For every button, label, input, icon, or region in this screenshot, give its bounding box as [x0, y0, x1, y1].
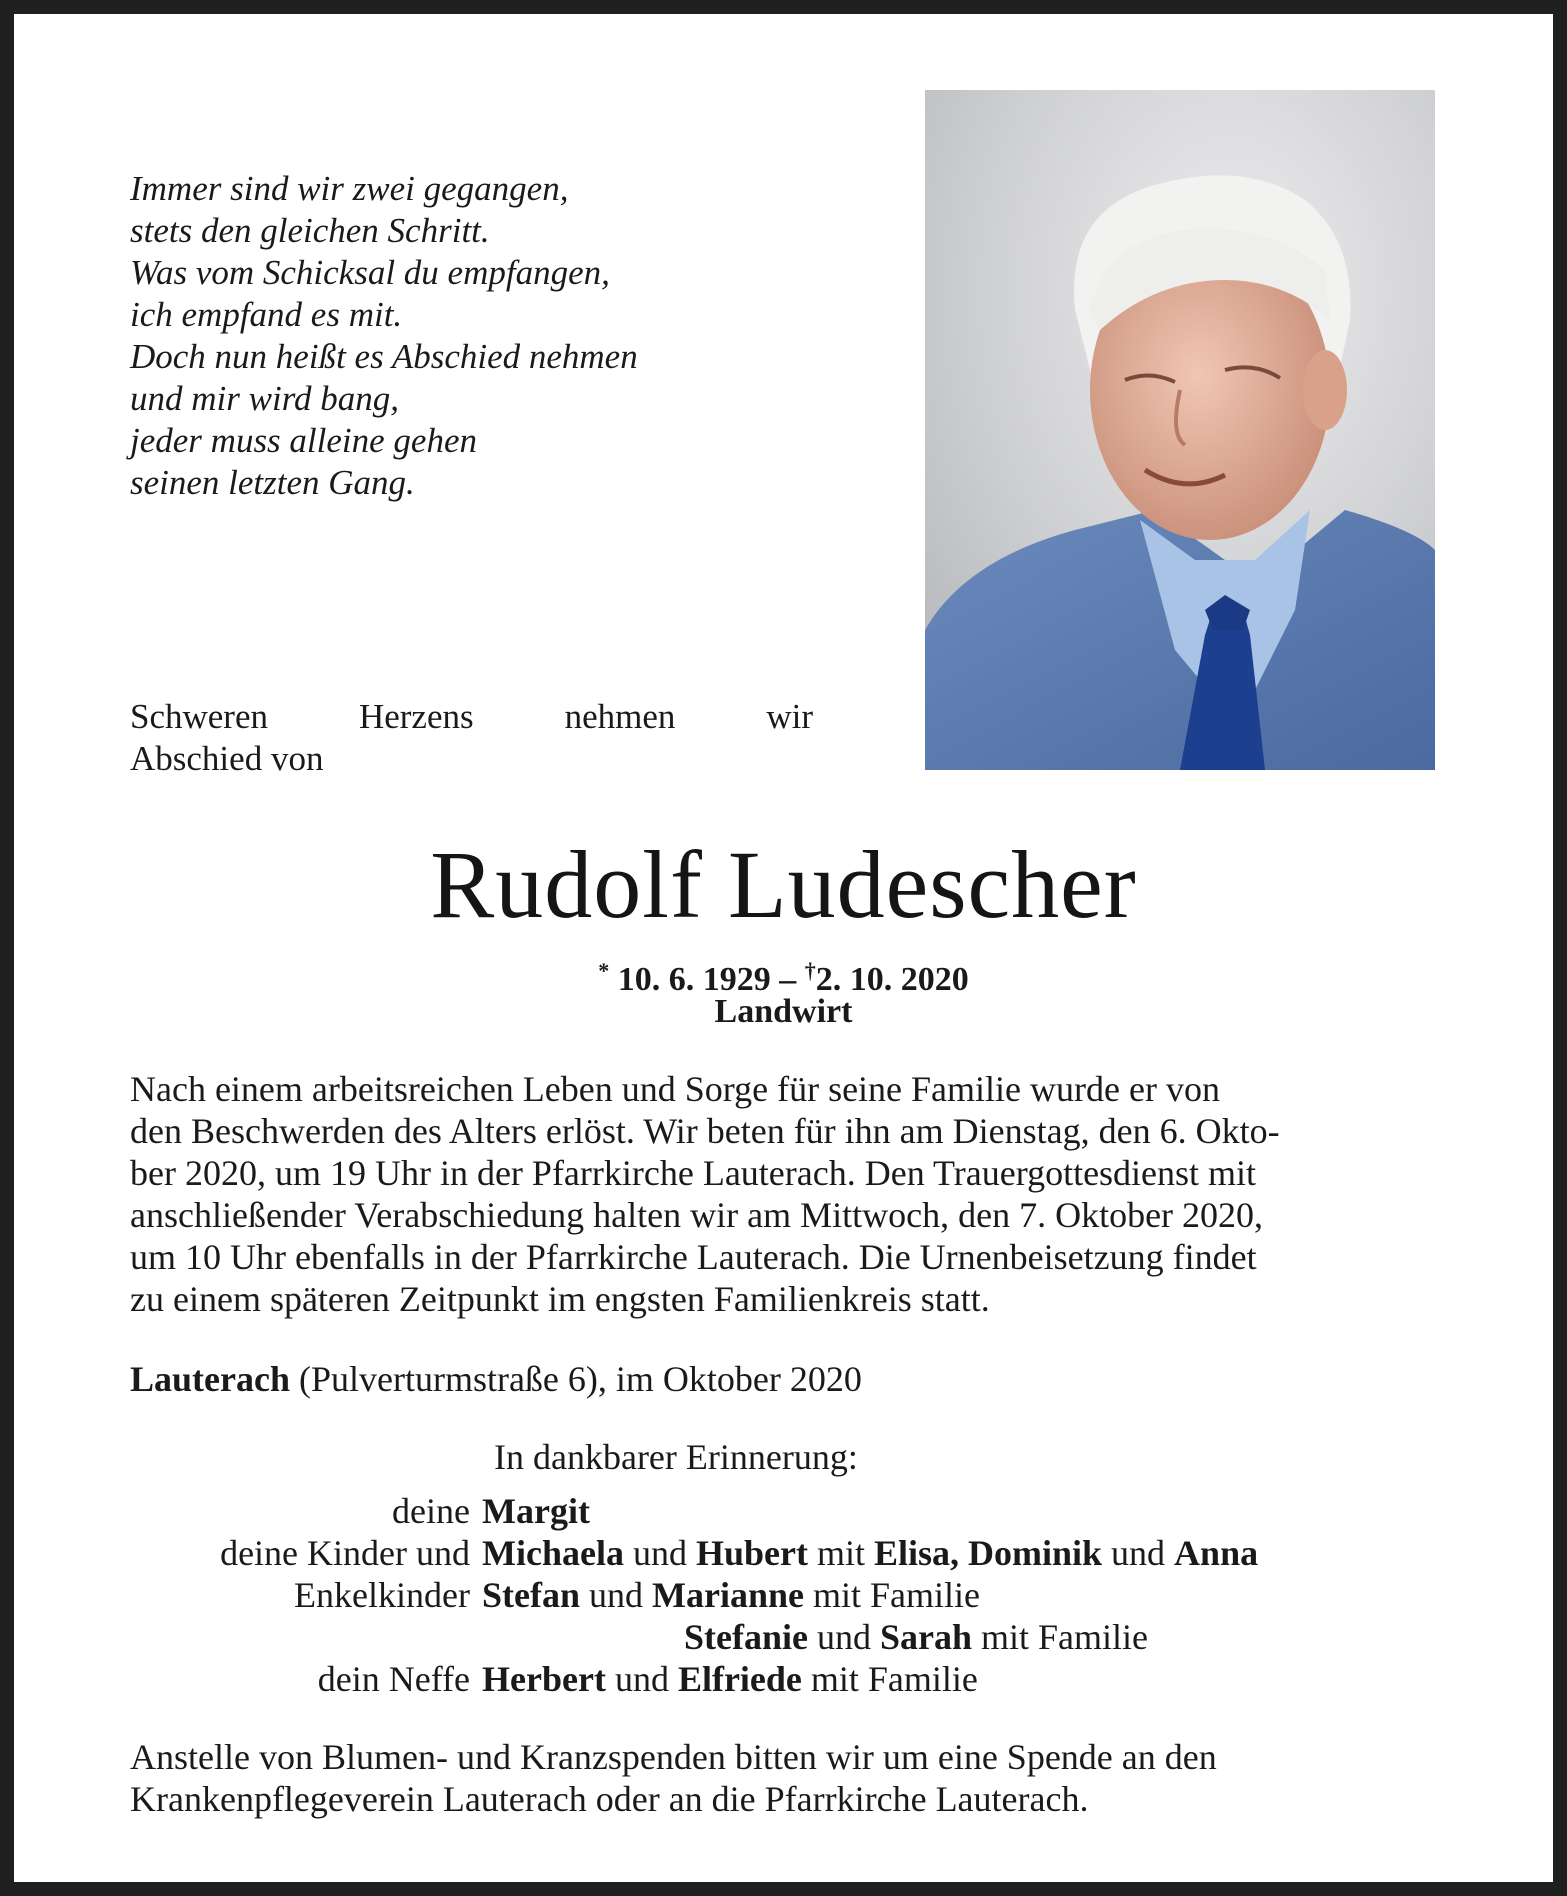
- portrait-illustration: [925, 90, 1435, 770]
- memory-title: In dankbarer Erinnerung:: [494, 1437, 858, 1477]
- intro-line: Abschied von: [130, 739, 324, 778]
- birth-symbol: *: [598, 958, 610, 983]
- mourner-row: [130, 1616, 1440, 1658]
- portrait-photo: [925, 90, 1435, 770]
- mourner-row: [130, 1532, 1440, 1574]
- poem-line: ich empfand es mit.: [130, 295, 403, 334]
- poem-line: seinen letzten Gang.: [130, 463, 415, 502]
- poem: [130, 168, 770, 504]
- mourner-connector: und: [807, 1617, 880, 1657]
- mourner-connector: und: [580, 1575, 652, 1615]
- intro-word: Herzens: [358, 697, 474, 736]
- mourner-names: [482, 1616, 1148, 1658]
- mourner-name: Sarah: [879, 1617, 973, 1657]
- closing-line: Anstelle von Blumen- und Kranzspenden bitten wir um eine Spende an den: [130, 1737, 1217, 1777]
- intro-word: nehmen: [564, 697, 676, 736]
- mourner-connector: mit Familie: [803, 1575, 980, 1615]
- body-line: den Beschwerden des Alters erlöst. Wir beten für ihn am Dienstag, den 6. Okto-: [130, 1111, 1280, 1151]
- date-separator: –: [779, 961, 797, 998]
- poem-line: Was vom Schicksal du empfangen,: [130, 253, 610, 292]
- mourner-row: [130, 1490, 1440, 1532]
- mourner-name: Elisa, Dominik: [873, 1533, 1103, 1573]
- mourner-connector: und: [623, 1533, 696, 1573]
- mourners-list: [130, 1490, 1440, 1700]
- poem-line: jeder muss alleine gehen: [130, 421, 477, 460]
- death-date: 2. 10. 2020: [815, 961, 969, 998]
- place-rest: (Pulverturmstraße 6), im Oktober 2020: [289, 1359, 862, 1399]
- mourner-connector: mit Familie: [801, 1659, 978, 1699]
- mourner-connector: und: [605, 1659, 678, 1699]
- mourner-names: [482, 1490, 590, 1532]
- mourner-name: Herbert: [482, 1659, 606, 1699]
- mourner-connector: und: [1102, 1533, 1175, 1573]
- place-date-line: [130, 1358, 862, 1400]
- mourner-relation: dein Neffe: [317, 1659, 470, 1699]
- announcement-body: [130, 1068, 1436, 1320]
- body-line: ber 2020, um 19 Uhr in der Pfarrkirche Lauterach. Den Trauergottesdienst mit: [130, 1153, 1257, 1193]
- occupation: Landwirt: [714, 993, 853, 1030]
- mourner-relation: deine Kinder und: [220, 1533, 470, 1573]
- closing-note: [130, 1736, 1436, 1820]
- place-town: Lauterach: [130, 1359, 290, 1399]
- body-line: anschließender Verabschiedung halten wir am Mittwoch, den 7. Oktober 2020,: [130, 1195, 1264, 1235]
- mourner-connector: mit: [807, 1533, 874, 1573]
- poem-line: Immer sind wir zwei gegangen,: [130, 169, 569, 208]
- mourner-relation: Enkelkinder: [294, 1575, 470, 1615]
- closing-line: Krankenpflegeverein Lauterach oder an die Pfarrkirche Lauterach.: [130, 1779, 1089, 1819]
- mourner-names: [482, 1658, 978, 1700]
- mourner-name: Margit: [482, 1491, 590, 1531]
- mourner-row: [130, 1658, 1440, 1700]
- body-line: Nach einem arbeitsreichen Leben und Sorge für seine Familie wurde er von: [130, 1069, 1220, 1109]
- body-line: um 10 Uhr ebenfalls in der Pfarrkirche Lauterach. Die Urnenbeisetzung findet: [130, 1237, 1257, 1277]
- mourner-name: Stefanie: [684, 1617, 808, 1657]
- mourner-name: Hubert: [695, 1533, 808, 1573]
- deceased-name: Rudolf Ludescher: [430, 831, 1137, 938]
- mourner-name: Michaela: [482, 1533, 624, 1573]
- intro-word: Schweren: [130, 697, 269, 736]
- mourner-name: Marianne: [652, 1575, 804, 1615]
- mourner-names: [482, 1532, 1258, 1574]
- poem-line: und mir wird bang,: [130, 379, 400, 418]
- mourner-names: [482, 1574, 980, 1616]
- mourner-relation: [130, 1616, 482, 1658]
- mourner-name: Anna: [1174, 1533, 1259, 1573]
- mourner-connector: mit Familie: [972, 1617, 1149, 1657]
- birth-date: 10. 6. 1929: [617, 961, 771, 998]
- mourner-relation: deine: [392, 1491, 470, 1531]
- poem-line: Doch nun heißt es Abschied nehmen: [130, 337, 638, 376]
- body-line: zu einem späteren Zeitpunkt im engsten Familienkreis statt.: [130, 1279, 990, 1319]
- mourner-row: [130, 1574, 1440, 1616]
- death-symbol: †: [804, 958, 816, 983]
- poem-line: stets den gleichen Schritt.: [130, 211, 490, 250]
- intro-word: wir: [766, 697, 813, 736]
- mourner-name: Elfriede: [677, 1659, 802, 1699]
- intro-text: [130, 696, 813, 780]
- mourner-name: Stefan: [482, 1575, 580, 1615]
